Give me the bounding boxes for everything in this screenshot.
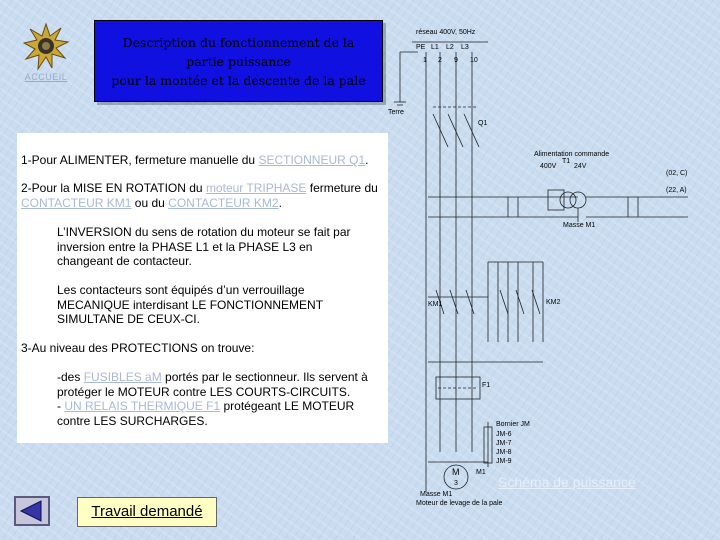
masse-label-2: Masse M1	[420, 491, 453, 498]
link-fusibles[interactable]: FUSIBLES aM	[83, 370, 162, 384]
voltage-in: 400V	[540, 163, 557, 170]
wire-number-2: 2	[438, 57, 442, 64]
paragraph-rotation	[21, 181, 386, 210]
back-arrow-icon	[16, 498, 48, 524]
schema-puissance-link[interactable]: Schéma de puissance	[498, 474, 636, 490]
p7-pre: -	[57, 399, 65, 413]
paragraph-fusibles	[57, 370, 377, 399]
jm8-label: JM-8	[496, 449, 512, 456]
transformer-label: T1	[562, 158, 571, 165]
terre-label: Terre	[388, 109, 404, 116]
p2-text: 2-Pour la MISE EN ROTATION du	[21, 181, 206, 195]
wire-number-1: 1	[423, 57, 427, 64]
paragraph-alimenter	[21, 153, 386, 168]
wire-number-9: 9	[454, 57, 458, 64]
p1-text: 1-Pour ALIMENTER, fermeture manuelle du	[21, 153, 259, 167]
p2-mid1: fermeture du	[306, 181, 378, 195]
output-label-1: (02, C)	[666, 170, 688, 177]
output-label-2: (22, A)	[666, 187, 687, 194]
p2-mid2: ou du	[131, 195, 169, 210]
phase-l3: L3	[461, 44, 469, 51]
phase-l1: L1	[431, 44, 439, 51]
q1-label: Q1	[478, 120, 488, 127]
paragraph-inversion: L’INVERSION du sens de rotation du moteur se fait par inversion entre la PHASE L1 et la PHASE L3 en changeant de contacteur.	[57, 225, 351, 268]
power-circuit-schematic	[388, 22, 710, 510]
phase-l2: L2	[446, 44, 454, 51]
p7-text: protégeant LE MOTEUR contre LES SURCHARGES.	[57, 399, 355, 428]
p2-end: .	[278, 195, 282, 210]
jm6-label: JM-6	[496, 431, 512, 438]
phase-pe: PE	[416, 44, 426, 51]
p6-text: portés par le sectionneur. Ils servent à protéger le MOTEUR contre LES COURTS-CIRCUITS.	[57, 370, 368, 399]
motor-symbol: M	[452, 467, 460, 477]
link-contacteur-km1[interactable]: CONTACTEUR KM1	[21, 195, 132, 210]
home-label[interactable]: ACCUEIL	[24, 72, 68, 82]
masse-label: Masse M1	[563, 222, 596, 229]
schema-wires	[394, 42, 688, 492]
motor-caption: Moteur de levage de la pale	[416, 500, 503, 507]
back-button[interactable]	[14, 496, 50, 526]
motor-ref: M1	[476, 469, 486, 476]
p6-pre: -des	[57, 370, 84, 384]
link-moteur-triphase[interactable]: moteur TRIPHASE	[205, 181, 307, 195]
jm7-label: JM-7	[496, 440, 512, 447]
p1-end: .	[365, 153, 369, 167]
home-link[interactable]	[18, 22, 74, 88]
jm9-label: JM-9	[496, 458, 512, 465]
link-relais-thermique[interactable]: UN RELAIS THERMIQUE F1	[64, 399, 221, 413]
supply-label: réseau 400V, 50Hz	[416, 29, 476, 36]
wire-number-10: 10	[470, 57, 478, 64]
km1-label: KM1	[428, 301, 443, 308]
f1-label: F1	[482, 382, 491, 389]
title-line-3: pour la montée et la descente de la pale	[111, 72, 366, 88]
link-sectionneur-q1[interactable]: SECTIONNEUR Q1	[258, 153, 366, 167]
cmd-label: Alimentation commande	[534, 151, 610, 158]
paragraph-protections: 3-Au niveau des PROTECTIONS on trouve:	[21, 341, 255, 355]
schema-labels	[388, 57, 687, 507]
travail-demande-button[interactable]: Travail demandé	[77, 497, 217, 527]
title-line-2: partie puissance	[186, 53, 291, 69]
bornier-label: Bornier JM	[496, 421, 530, 428]
link-contacteur-km2[interactable]: CONTACTEUR KM2	[168, 195, 279, 210]
sun-logo-icon	[23, 22, 69, 72]
km2-label: KM2	[546, 299, 561, 306]
title-box	[94, 20, 383, 102]
title-line-1: Description du fonctionnement de la	[122, 34, 355, 50]
voltage-out: 24V	[574, 163, 587, 170]
motor-phase: 3	[454, 480, 458, 487]
paragraph-verrouillage: Les contacteurs sont équipés d’un verrouillage MECANIQUE interdisant LE FONCTIONNEMENT SIMULTANE DE CEUX-CI.	[57, 283, 323, 326]
description-panel	[17, 133, 388, 443]
paragraph-relais	[57, 399, 377, 428]
